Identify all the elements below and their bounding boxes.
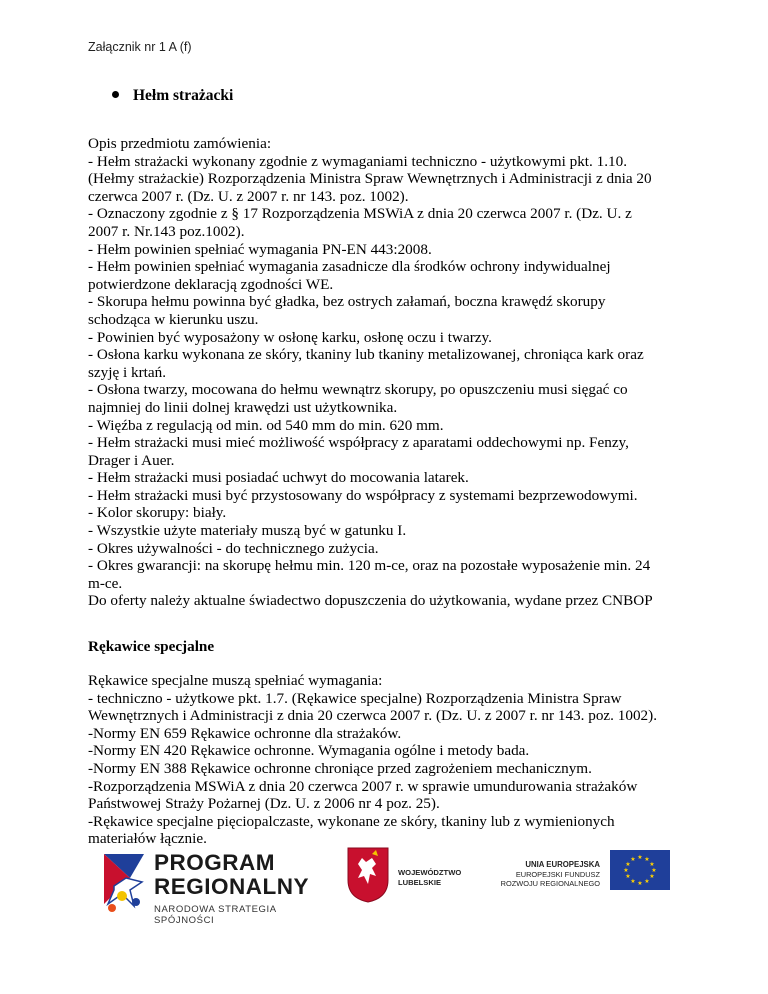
text-line: - Hełm strażacki musi być przystosowany do współpracy z systemami bezprzewodowymi. <box>88 486 638 504</box>
helmet-heading <box>112 87 233 105</box>
svg-text:★: ★ <box>623 867 629 874</box>
text-line: 2007 r. Nr.143 poz.1002). <box>88 222 245 240</box>
program-regionalny-logo <box>100 848 320 928</box>
svg-text:★: ★ <box>651 867 657 874</box>
text-line: - Oznaczony zgodnie z § 17 Rozporządzenia MSWiA z dnia 20 czerwca 2007 r. (Dz. U. z <box>88 205 632 223</box>
text-line: Wewnętrznych i Administracji z dnia 20 czerwca 2007 r. (Dz. U. z 2007 r. nr 143. poz. 1002). <box>88 707 657 725</box>
text-line: Rękawice specjalne muszą spełniać wymagania: <box>88 672 383 689</box>
svg-text:★: ★ <box>644 878 650 885</box>
program-line1: PROGRAM <box>154 850 275 875</box>
text-line: - Osłona twarzy, mocowana do hełmu wewnątrz skorupy, po opuszczeniu musi sięgać co <box>88 381 628 399</box>
wojewodztwo-text <box>398 868 461 888</box>
text-line: najmniej do linii dolnej krawędzi ust użytkownika. <box>88 398 398 416</box>
gloves-requirements <box>88 672 728 848</box>
svg-text:★: ★ <box>637 854 643 861</box>
text-line: Drager i Auer. <box>88 451 175 469</box>
program-line2: REGIONALNY <box>154 874 310 899</box>
text-line: - Okres używalności - do technicznego zużycia. <box>88 539 379 557</box>
footer-logos <box>0 846 768 936</box>
text-line: Opis przedmiotu zamówienia: <box>88 135 272 152</box>
program-star-icon <box>100 848 154 928</box>
svg-text:★: ★ <box>649 873 655 880</box>
svg-text:★: ★ <box>630 856 636 863</box>
woj-line2: LUBELSKIE <box>398 878 442 887</box>
ue-line3: ROZWOJU REGIONALNEGO <box>500 879 600 888</box>
wojewodztwo-lubelskie-logo <box>346 846 476 926</box>
gloves-title: Rękawice specjalne <box>88 638 215 655</box>
text-line: -Normy EN 420 Rękawice ochronne. Wymagania ogólne i metody bada. <box>88 742 530 760</box>
text-line: - Okres gwarancji: na skorupę hełmu min. 120 m-ce, oraz na pozostałe wyposażenie min. 24 <box>88 557 651 575</box>
text-line: -Rękawice specjalne pięciopalczaste, wykonane ze skóry, tkaniny lub z wymienionych <box>88 812 615 830</box>
svg-text:★: ★ <box>630 878 636 885</box>
text-line: - Hełm strażacki musi posiadać uchwyt do mocowania latarek. <box>88 469 469 487</box>
text-line: - techniczno - użytkowe pkt. 1.7. (Rękawice specjalne) Rozporządzenia Ministra Spraw <box>88 689 622 707</box>
helmet-title: Hełm strażacki <box>133 87 234 104</box>
text-line: czerwca 2007 r. (Dz. U. z 2007 r. nr 143. poz. 1002). <box>88 187 409 205</box>
coat-of-arms-icon <box>346 846 390 904</box>
text-line: (Hełmy strażackie) Rozporządzenia Ministra Spraw Wewnętrznych i Administracji z dnia 20 <box>88 170 652 188</box>
text-line: - Osłona karku wykonana ze skóry, tkaniny lub tkaniny metalizowanej, chroniąca kark oraz <box>88 346 644 364</box>
text-line: - Skorupa hełmu powinna być gładka, bez ostrych załamań, boczna krawędź skorupy <box>88 293 606 311</box>
text-line: - Hełm strażacki musi mieć możliwość współpracy z aparatami oddechowymi np. Fenzy, <box>88 434 629 452</box>
program-line3: NARODOWA STRATEGIA SPÓJNOŚCI <box>154 904 277 926</box>
text-line: potwierdzone deklaracją zgodności WE. <box>88 275 334 293</box>
text-line: materiałów łącznie. <box>88 830 207 848</box>
svg-text:★: ★ <box>644 856 650 863</box>
text-line: - Hełm powinien spełniać wymagania zasadnicze dla środków ochrony indywidualnej <box>88 258 611 276</box>
bullet-icon <box>112 91 119 98</box>
text-line: -Rozporządzenia MSWiA z dnia 20 czerwca 2007 r. w sprawie umundurowania strażaków <box>88 777 638 795</box>
text-line: -Normy EN 388 Rękawice ochronne chroniące przed zagrożeniem mechanicznym. <box>88 759 592 777</box>
eu-text <box>480 860 600 889</box>
ue-line2: EUROPEJSKI FUNDUSZ <box>515 869 600 879</box>
svg-text:★: ★ <box>637 880 643 887</box>
helmet-description <box>88 135 728 592</box>
ue-line1: UNIA EUROPEJSKA <box>525 860 600 869</box>
text-line: - Kolor skorupy: biały. <box>88 504 227 522</box>
text-line: -Normy EN 659 Rękawice ochronne dla strażaków. <box>88 724 402 742</box>
svg-text:★: ★ <box>625 861 631 868</box>
svg-text:★: ★ <box>649 861 655 868</box>
attachment-label: Załącznik nr 1 A (f) <box>88 40 192 54</box>
text-line: szyję i krtań. <box>88 363 167 381</box>
eu-flag-icon <box>610 850 670 890</box>
text-line: Państwowej Straży Pożarnej (Dz. U. z 2006 nr 4 poz. 25). <box>88 795 440 813</box>
certificate-note: Do oferty należy aktualne świadectwo dopuszczenia do użytkowania, wydane przez CNBOP <box>88 592 653 609</box>
eu-logo <box>480 850 670 930</box>
text-line: schodząca w kierunku uszu. <box>88 310 259 328</box>
text-line: - Hełm powinien spełniać wymagania PN-EN 443:2008. <box>88 240 432 258</box>
text-line: - Powinien być wyposażony w osłonę karku, osłonę oczu i twarzy. <box>88 328 492 346</box>
woj-line1: WOJEWÓDZTWO <box>398 868 462 877</box>
svg-text:★: ★ <box>625 873 631 880</box>
text-line: - Wszystkie użyte materiały muszą być w gatunku I. <box>88 522 407 540</box>
text-line: - Hełm strażacki wykonany zgodnie z wymaganiami techniczno - użytkowymi pkt. 1.10. <box>88 152 628 170</box>
text-line: m-ce. <box>88 574 123 592</box>
text-line: - Więźba z regulacją od min. od 540 mm do min. 620 mm. <box>88 416 444 434</box>
